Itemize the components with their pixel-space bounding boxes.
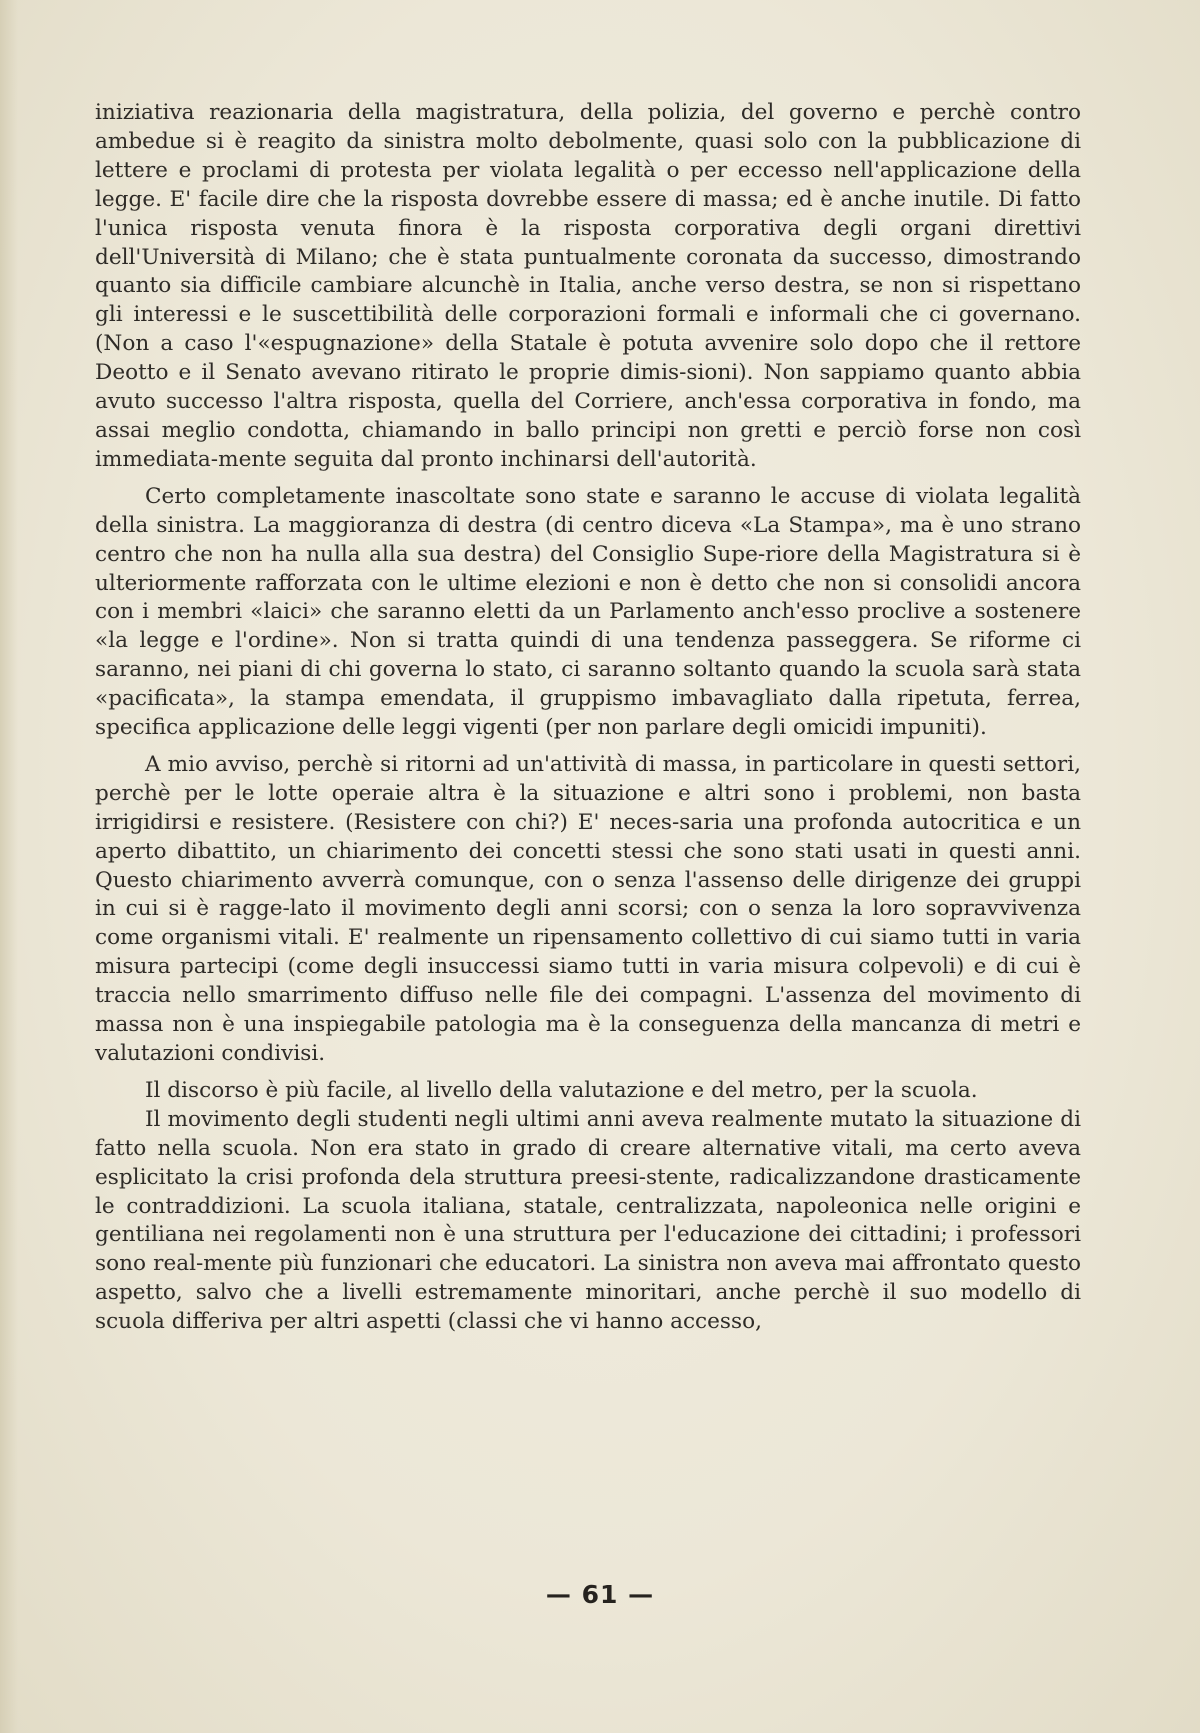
body-text	[95, 99, 1081, 1337]
paragraph-2: Certo completamente inascoltate sono state e saranno le accuse di violata legalità della sinistra. La maggioranza di destra (di centro diceva «La Stampa», ma è uno strano centro che non ha nulla alla sua destra) del Consiglio Supe-riore della Magistratura si è ulteriormente rafforzata con le ultime elezioni e non è detto che non si consolidi ancora con i membri «laici» che saranno eletti da un Parlamento anch'esso proclive a sostenere «la legge e l'ordine». Non si tratta quindi di una tendenza passeggera. Se riforme ci saranno, nei piani di chi governa lo stato, ci saranno soltanto quando la scuola sarà stata «pacificata», la stampa emendata, il gruppismo imbavagliato dalla ripetuta, ferrea, specifica applicazione delle leggi vigenti (per non parlare degli omicidi impuniti).	[95, 483, 1081, 741]
paragraph-4: Il discorso è più facile, al livello della valutazione e del metro, per la scuola.	[145, 1077, 978, 1103]
page-number: — 61 —	[545, 1580, 655, 1609]
paragraph-3: A mio avviso, perchè si ritorni ad un'attività di massa, in particolare in questi settori, perchè per le lotte operaie altra è la situazione e altri sono i problemi, non basta irrigidirsi e resistere. (Resistere con chi?) E' neces-saria una profonda autocritica e un aperto dibattito, un chiarimento dei concetti stessi che sono stati usati in questi anni. Questo chiarimento avverrà comunque, con o senza l'assenso delle dirigenze dei gruppi in cui si è ragge-lato il movimento degli anni scorsi; con o senza la loro sopravvivenza come organismi vitali. E' realmente un ripensamento collettivo di cui siamo tutti in varia misura partecipi (come degli insuccessi siamo tutti in varia misura colpevoli) e di cui è traccia nello smarrimento diffuso nelle file dei compagni. L'assenza del movimento di massa non è una inspiegabile patologia ma è la conseguenza della mancanza di metri e valutazioni condivisi.	[95, 751, 1081, 1066]
page-edge-shadow	[0, 0, 18, 1733]
paragraph-1: iniziativa reazionaria della magistratura, della polizia, del governo e perchè contro ambedue si è reagito da sinistra molto debolmente, quasi solo con la pubblicazione di lettere e proclami di protesta per violata legalità o per eccesso nell'applicazione della legge. E' facile dire che la risposta dovrebbe essere di massa; ed è anche inutile. Di fatto l'unica risposta venuta finora è la risposta corporativa degli organi direttivi dell'Università di Milano; che è stata puntualmente coronata da successo, dimostrando quanto sia difficile cambiare alcunchè in Italia, anche verso destra, se non si rispettano gli interessi e le suscettibilità delle corporazioni formali e informali che ci governano. (Non a caso l'«espugnazione» della Statale è potuta avvenire solo dopo che il rettore Deotto e il Senato avevano ritirato le proprie dimis-sioni). Non sappiamo quanto abbia avuto successo l'altra risposta, quella del Corriere, anch'essa corporativa in fondo, ma assai meglio condotta, chiamando in ballo principi non gretti e perciò forse non così immediata-mente seguita dal pronto inchinarsi dell'autorità.	[95, 100, 1081, 472]
paragraph-5: Il movimento degli studenti negli ultimi anni aveva realmente mutato la situazione di fatto nella scuola. Non era stato in grado di creare alternative vitali, ma certo aveva esplicitato la crisi profonda dela struttura preesi-stente, radicalizzandone drasticamente le contraddizioni. La scuola italiana, statale, centralizzata, napoleonica nelle origini e gentiliana nei regolamenti non è una struttura per l'educazione dei cittadini; i professori sono real-mente più funzionari che educatori. La sinistra non aveva mai affrontato questo aspetto, salvo che a livelli estremamente minoritari, anche perchè il suo modello di scuola differiva per altri aspetti (classi che vi hanno accesso,	[95, 1106, 1081, 1335]
